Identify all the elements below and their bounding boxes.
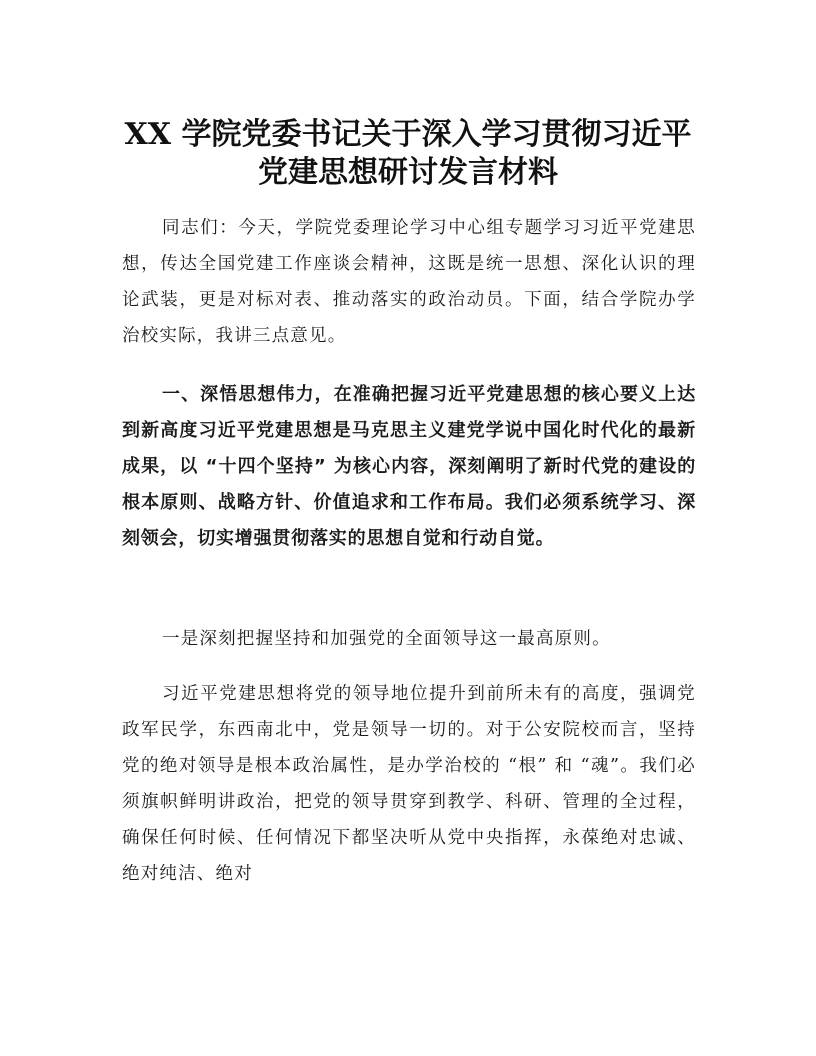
body-paragraph: 习近平党建思想将党的领导地位提升到前所未有的高度，强调党政军民学，东西南北中，党是领导一切的。对于公安院校而言，坚持党的绝对领导是根本政治属性，是办学治校的 “根” 和 “魂”。我们必须旗帜鲜明讲政治，把党的领导贯穿到教学、科研、管理的全过程，确保任何时候、任何情况下都坚决听从党中央指挥，永葆绝对忠诚、绝对纯洁、绝对 — [122, 684, 696, 884]
section-heading-paragraph: 一、深悟思想伟力，在准确把握习近平党建思想的核心要义上达到新高度习近平党建思想是马克思主义建党学说中国化时代化的最新成果，以 “十四个坚持” 为核心内容，深刻阐明了新时代党的建设的根本原则、战略方针、价值追求和工作布局。我们必须系统学习、深刻领会，切实增强贯彻落实的思想自觉和行动自觉。 — [122, 384, 696, 549]
intro-paragraph: 同志们：今天，学院党委理论学习中心组专题学习习近平党建思想，传达全国党建工作座谈会精神，这既是统一思想、深化认识的理论武装，更是对标对表、推动落实的政治动员。下面，结合学院办学治校实际，我讲三点意见。 — [122, 218, 696, 346]
document-title-line-1: XX 学院党委书记关于深入学习贯彻习近平 — [124, 117, 692, 152]
subpoint-paragraph: 一是深刻把握坚持和加强党的全面领导这一最高原则。 — [162, 629, 611, 649]
document-title-line-2: 党建思想研讨发言材料 — [258, 155, 558, 190]
